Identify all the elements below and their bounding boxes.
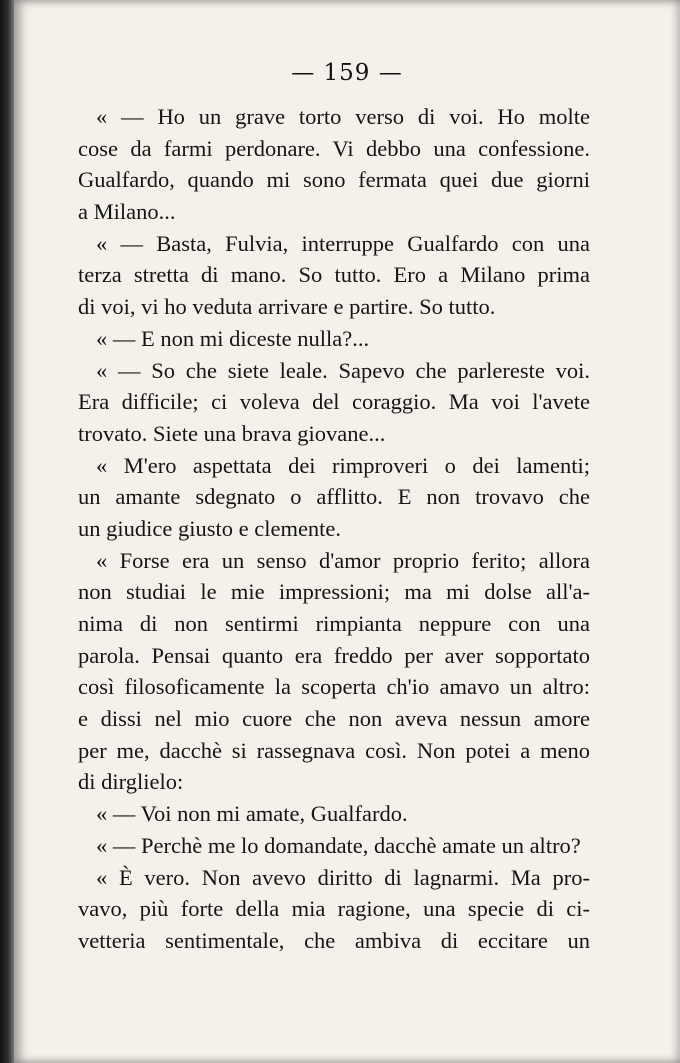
text-line: trovato. Siete una brava giovane... [78,420,386,446]
book-page [14,0,680,1063]
text-line: « — Perchè me lo domandate, dacchè amate un altro? [96,832,581,858]
text-line: per me, dacchè si rassegnava così. Non potei a meno [78,737,590,763]
text-line: « M'ero aspettata dei rimproveri o dei lamenti; [96,452,590,478]
text-line: « — Voi non mi amate, Gualfardo. [96,801,408,827]
page-number: — 159 — [291,60,403,86]
text-line: « — Ho un grave torto verso di voi. Ho molte [96,104,590,129]
text-line: e dissi nel mio cuore che non aveva nessun amore [78,706,590,732]
text-line: « — E non mi diceste nulla?... [96,325,370,351]
text-line: parola. Pensai quanto era freddo per aver sopportato [78,642,590,668]
text-line: « Forse era un senso d'amor proprio ferito; allora [96,547,590,573]
text-line: a Milano... [78,199,176,225]
text-line: « È vero. Non avevo diritto di lagnarmi. Ma pro- [96,864,590,890]
text-line: Gualfardo, quando mi sono fermata quei due giorni [78,167,590,193]
text-line: terza stretta di mano. So tutto. Ero a Milano prima [78,262,590,288]
text-line: di dirglielo: [78,769,184,795]
text-line: di voi, vi ho veduta arrivare e partire. So tutto. [78,294,496,320]
text-line: Era difficile; ci voleva del coraggio. Ma voi l'avete [78,389,590,415]
text-line: un giudice giusto e clemente. [78,515,342,541]
book-spine-shadow [0,0,14,1063]
text-line: vavo, più forte della mia ragione, una specie di ci- [78,896,590,922]
text-line: così filosoficamente la scoperta ch'io amavo un altro: [78,674,590,700]
text-line: « — Basta, Fulvia, interruppe Gualfardo con una [96,230,590,256]
text-line: cose da farmi perdonare. Vi debbo una confessione. [78,135,590,161]
text-line: nima di non sentirmi rimpianta neppure con una [78,611,590,636]
text-line: vetteria sentimentale, che ambiva di eccitare un [78,927,590,953]
text-line: non studiai le mie impressioni; ma mi dolse all'a- [78,579,590,605]
text-line: un amante sdegnato o afflitto. E non trovavo che [78,484,590,510]
text-line: « — So che siete leale. Sapevo che parlereste voi. [96,357,590,383]
page-text-body [78,101,590,957]
